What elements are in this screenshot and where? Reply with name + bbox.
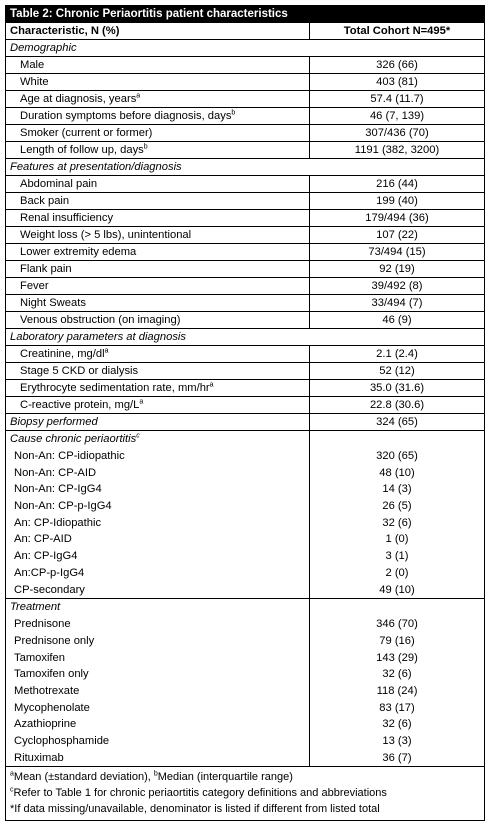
section-cause: Cause chronic periaortitis$^c$ — [6, 431, 310, 448]
row-label: An: CP-AID — [6, 531, 310, 548]
table-row — [6, 515, 484, 532]
table-row — [6, 91, 484, 108]
row-value: 179/494 (36) — [365, 212, 429, 224]
table-row — [6, 346, 484, 363]
row-value: 403 (81) — [376, 76, 418, 88]
table-row — [6, 481, 484, 498]
row-value: 199 (40) — [376, 195, 418, 207]
row-value: 326 (66) — [376, 59, 418, 71]
table-row — [6, 244, 484, 261]
row-label: Cyclophosphamide — [6, 733, 310, 750]
row-value: 32 (6) — [382, 516, 412, 529]
footnote-c: $^c$Refer to Table 1 for chronic periaortitis category definitions and abbreviations — [10, 786, 387, 800]
row-label: Non-An: CP-IgG4 — [6, 481, 310, 498]
row-label: Flank pain — [6, 261, 310, 277]
section-demographic: Demographic — [6, 40, 484, 57]
row-label: C-reactive protein, $mg/L^a$ — [6, 397, 310, 413]
row-value: 32 (6) — [382, 668, 412, 681]
table-row — [6, 465, 484, 482]
row-value: 52 (12) — [379, 365, 415, 377]
row-label: Fever — [6, 278, 310, 294]
row-value: 22.8 (30.6) — [369, 399, 425, 411]
table-row — [6, 700, 484, 717]
row-value: 35.0 (31.6) — [369, 382, 425, 394]
row-value: 307/436 (70) — [365, 127, 429, 139]
row-value: 14 (3) — [382, 483, 412, 496]
row-label: Renal insufficiency — [6, 210, 310, 226]
row-label: Rituximab — [6, 750, 310, 767]
row-label: Male — [6, 57, 310, 73]
row-value: 73/494 (15) — [368, 246, 426, 258]
section-features: Features at presentation/diagnosis — [6, 159, 484, 176]
row-value: 46 (9) — [382, 314, 412, 326]
row-value: 46 (7, 139) — [369, 110, 425, 122]
row-label: Tamoxifen only — [6, 666, 310, 683]
section-treatment: Treatment — [6, 599, 310, 616]
row-value: 32 (6) — [382, 718, 412, 731]
cause-rows — [6, 448, 484, 598]
row-value: 143 (29) — [376, 651, 418, 664]
row-label: Non-An: CP-AID — [6, 465, 310, 482]
row-value: 92 (19) — [379, 263, 415, 275]
table-row — [6, 278, 484, 295]
row-label: Stage 5 CKD or dialysis — [6, 363, 310, 379]
table-row — [6, 548, 484, 565]
footnotes — [6, 767, 484, 820]
table-row — [6, 616, 484, 633]
table-header — [6, 23, 484, 40]
row-label: Non-An: CP-p-IgG4 — [6, 498, 310, 515]
row-label: Age at diagnosis, years$^a$ — [6, 91, 310, 107]
row-label: Prednisone only — [6, 633, 310, 650]
row-label: Azathioprine — [6, 716, 310, 733]
header-total-cohort: Total Cohort N=495* — [343, 25, 451, 37]
table-row — [6, 227, 484, 244]
table-row — [6, 125, 484, 142]
table-row — [6, 716, 484, 733]
row-label: Venous obstruction (on imaging) — [6, 312, 310, 328]
row-value: 3 (1) — [385, 550, 409, 563]
biopsy-row — [6, 414, 484, 431]
row-value: 118 (24) — [376, 684, 418, 697]
row-value: 79 (16) — [379, 634, 415, 647]
row-label: White — [6, 74, 310, 90]
section-laboratory: Laboratory parameters at diagnosis — [6, 329, 484, 346]
table-row — [6, 261, 484, 278]
table-row — [6, 210, 484, 227]
row-value: 49 (10) — [379, 583, 415, 596]
row-label: An:CP-p-IgG4 — [6, 565, 310, 582]
row-label: Lower extremity edema — [6, 244, 310, 260]
table-row — [6, 108, 484, 125]
treatment-block — [6, 599, 484, 767]
table-row — [6, 193, 484, 210]
biopsy-label: Biopsy performed — [6, 414, 310, 430]
row-value: 48 (10) — [379, 466, 415, 479]
row-value: 39/492 (8) — [371, 280, 423, 292]
table-row — [6, 176, 484, 193]
row-label: Night Sweats — [6, 295, 310, 311]
row-label: An: CP-IgG4 — [6, 548, 310, 565]
table-row — [6, 380, 484, 397]
row-label: Abdominal pain — [6, 176, 310, 192]
row-label: Length of follow up, days$^b$ — [6, 142, 310, 158]
table-row — [6, 531, 484, 548]
table-row — [6, 582, 484, 599]
row-label: Non-An: CP-idiopathic — [6, 448, 310, 465]
table-row — [6, 363, 484, 380]
table-row — [6, 750, 484, 767]
row-label: CP-secondary — [6, 582, 310, 599]
table-row — [6, 683, 484, 700]
table-title: Table 2: Chronic Periaortitis patient characteristics — [6, 6, 484, 23]
cause-block — [6, 431, 484, 599]
table-row — [6, 448, 484, 465]
row-value: 216 (44) — [376, 178, 418, 190]
footnote-star: *If data missing/unavailable, denominator is listed if different from listed total — [10, 803, 380, 816]
biopsy-value: 324 (65) — [376, 416, 418, 428]
row-value: 346 (70) — [376, 618, 418, 631]
header-characteristic: Characteristic, N (%) — [6, 23, 310, 39]
row-label: Creatinine, $mg/dl^a$ — [6, 346, 310, 362]
table-row — [6, 633, 484, 650]
row-label: Mycophenolate — [6, 700, 310, 717]
table-row — [6, 57, 484, 74]
row-label: Weight loss (> 5 lbs), unintentional — [6, 227, 310, 243]
row-value: 26 (5) — [382, 500, 412, 513]
row-label: Smoker (current or former) — [6, 125, 310, 141]
row-value: 33/494 (7) — [371, 297, 423, 309]
row-label: Erythrocyte sedimentation rate, $mm/hr^a$ — [6, 380, 310, 396]
row-label: Tamoxifen — [6, 650, 310, 667]
table-row — [6, 733, 484, 750]
row-label: An: CP-Idiopathic — [6, 515, 310, 532]
row-value: 36 (7) — [382, 751, 412, 764]
table-row — [6, 498, 484, 515]
table-row — [6, 295, 484, 312]
table-row — [6, 397, 484, 414]
row-value: 107 (22) — [376, 229, 418, 241]
characteristics-table — [5, 5, 485, 821]
row-label: Methotrexate — [6, 683, 310, 700]
laboratory-rows — [6, 346, 484, 414]
treatment-rows — [6, 616, 484, 766]
demographic-rows — [6, 57, 484, 159]
row-value: 13 (3) — [382, 735, 412, 747]
row-value: 57.4 (11.7) — [370, 93, 424, 105]
row-label: Prednisone — [6, 616, 310, 633]
features-rows — [6, 176, 484, 329]
table-row — [6, 74, 484, 91]
table-row — [6, 666, 484, 683]
row-value: 1191 (382, 3200) — [354, 144, 440, 156]
footnote-ab: $^a$Mean (±standard deviation), $^b$Median (interquartile range) — [10, 770, 293, 784]
table-row — [6, 650, 484, 667]
row-value: 83 (17) — [379, 701, 415, 714]
row-value: 2.1 (2.4) — [376, 348, 418, 360]
row-value: 1 (0) — [385, 533, 409, 546]
row-value: 320 (65) — [376, 450, 418, 462]
row-label: Back pain — [6, 193, 310, 209]
table-row — [6, 142, 484, 159]
table-row — [6, 565, 484, 582]
row-value: 2 (0) — [385, 566, 409, 579]
table-row — [6, 312, 484, 329]
row-label: Duration symptoms before diagnosis, days$^b$ — [6, 108, 310, 124]
